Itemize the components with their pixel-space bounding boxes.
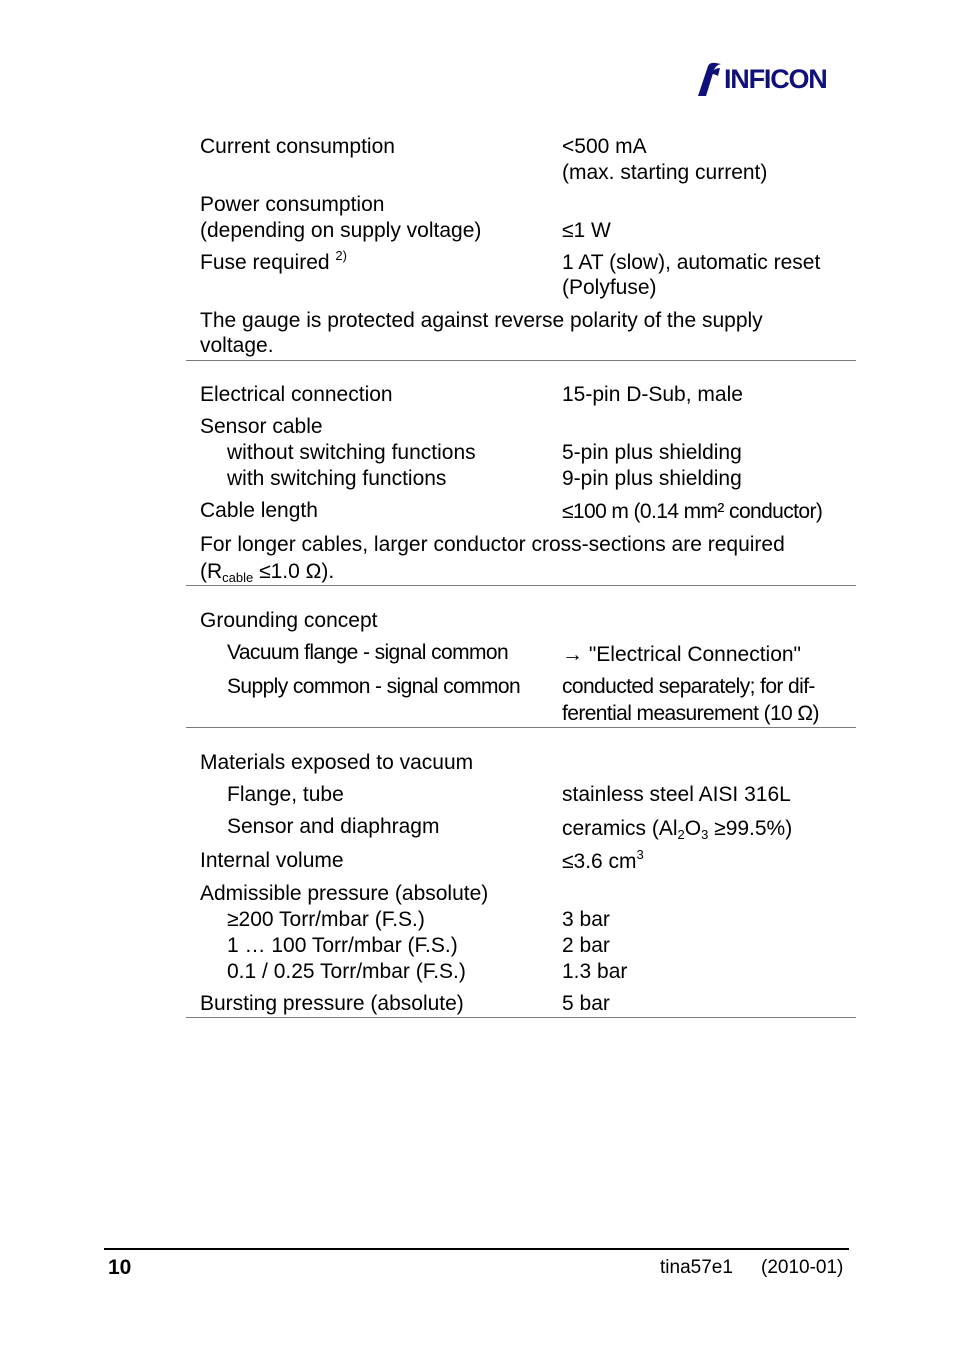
power-consumption-label: Power consumption xyxy=(200,193,385,216)
bursting-pressure-label: Bursting pressure (absolute) xyxy=(200,992,464,1015)
cable-length-label: Cable length xyxy=(200,499,318,522)
current-consumption-label: Current consumption xyxy=(200,135,395,158)
materials-flange-label: Flange, tube xyxy=(227,783,344,806)
pressure-value-row-3: 1.3 bar xyxy=(562,960,628,983)
cubic-superscript: 3 xyxy=(636,847,644,862)
section-divider xyxy=(186,1017,856,1018)
current-consumption-value: <500 mA xyxy=(562,135,647,158)
sensor-cable-label: Sensor cable xyxy=(200,415,323,438)
longer-cables-note-line2 xyxy=(200,559,334,585)
power-consumption-label-detail: (depending on supply voltage) xyxy=(200,219,482,242)
materials-sensor-label: Sensor and diaphragm xyxy=(227,815,440,838)
power-consumption-value: ≤1 W xyxy=(562,219,611,242)
sensor-cable-with-value: 9-pin plus shielding xyxy=(562,467,742,490)
pressure-value-row-1: 3 bar xyxy=(562,908,610,931)
alumina-subscript-2: 2 xyxy=(677,827,685,842)
materials-flange-value: stainless steel AISI 316L xyxy=(562,783,791,806)
section-divider xyxy=(186,360,856,361)
purity-value: ≥99.5%) xyxy=(708,817,793,840)
inficon-logo-icon xyxy=(694,62,724,98)
pressure-value-row-2: 2 bar xyxy=(562,934,610,957)
sensor-cable-with-label: with switching functions xyxy=(227,467,447,490)
grounding-flange-label: Vacuum flange - signal common xyxy=(227,641,509,664)
volume-number: ≤3.6 cm xyxy=(562,850,637,873)
sensor-cable-without-label: without switching functions xyxy=(227,441,476,464)
brand-name: INFICON xyxy=(724,64,827,94)
materials-label: Materials exposed to vacuum xyxy=(200,751,474,774)
internal-volume-value xyxy=(562,849,644,875)
sensor-cable-without-value: 5-pin plus shielding xyxy=(562,441,742,464)
grounding-flange-value: → "Electrical Connection" xyxy=(562,643,802,666)
document-id: tina57e1 xyxy=(660,1257,733,1278)
pressure-range-row-1: ≥200 Torr/mbar (F.S.) xyxy=(227,908,425,931)
current-consumption-note: (max. starting current) xyxy=(562,161,768,184)
oxygen-symbol: O xyxy=(684,817,702,840)
fuse-required-label xyxy=(200,250,347,276)
grounding-supply-label: Supply common - signal common xyxy=(227,675,521,698)
bursting-pressure-value: 5 bar xyxy=(562,992,610,1015)
polarity-note-line2: voltage. xyxy=(200,334,274,357)
resistance-subscript: cable xyxy=(222,570,254,585)
grounding-supply-value-detail: ferential measurement (10 Ω) xyxy=(562,702,819,725)
page-number: 10 xyxy=(108,1256,132,1279)
footnote-marker: 2) xyxy=(335,248,347,263)
section-divider xyxy=(186,585,856,586)
materials-sensor-value xyxy=(562,816,792,842)
alumina-subscript-3: 3 xyxy=(701,827,709,842)
fuse-required-value: 1 AT (slow), automatic reset xyxy=(562,251,821,274)
polarity-note-line1: The gauge is protected against reverse polarity of the supply xyxy=(200,309,763,332)
resistance-symbol: (R xyxy=(200,560,223,583)
footer-divider xyxy=(104,1248,849,1250)
grounding-supply-value: conducted separately; for dif- xyxy=(562,675,815,698)
fuse-required-text: Fuse required xyxy=(200,251,330,274)
longer-cables-note-line1: For longer cables, larger conductor cross-sections are required xyxy=(200,533,785,556)
pressure-range-row-2: 1 … 100 Torr/mbar (F.S.) xyxy=(227,934,458,957)
internal-volume-label: Internal volume xyxy=(200,849,344,872)
cable-length-value: ≤100 m (0.14 mm² conductor) xyxy=(562,500,823,523)
pressure-range-row-3: 0.1 / 0.25 Torr/mbar (F.S.) xyxy=(227,960,466,983)
section-divider xyxy=(186,727,856,728)
ceramics-prefix: ceramics (Al xyxy=(562,817,678,840)
fuse-required-value-detail: (Polyfuse) xyxy=(562,276,657,299)
document-date: (2010-01) xyxy=(761,1257,844,1278)
electrical-connection-value: 15-pin D-Sub, male xyxy=(562,383,743,406)
resistance-limit: ≤1.0 Ω). xyxy=(253,560,335,583)
grounding-concept-label: Grounding concept xyxy=(200,609,378,632)
electrical-connection-label: Electrical connection xyxy=(200,383,393,406)
admissible-pressure-label: Admissible pressure (absolute) xyxy=(200,882,489,905)
